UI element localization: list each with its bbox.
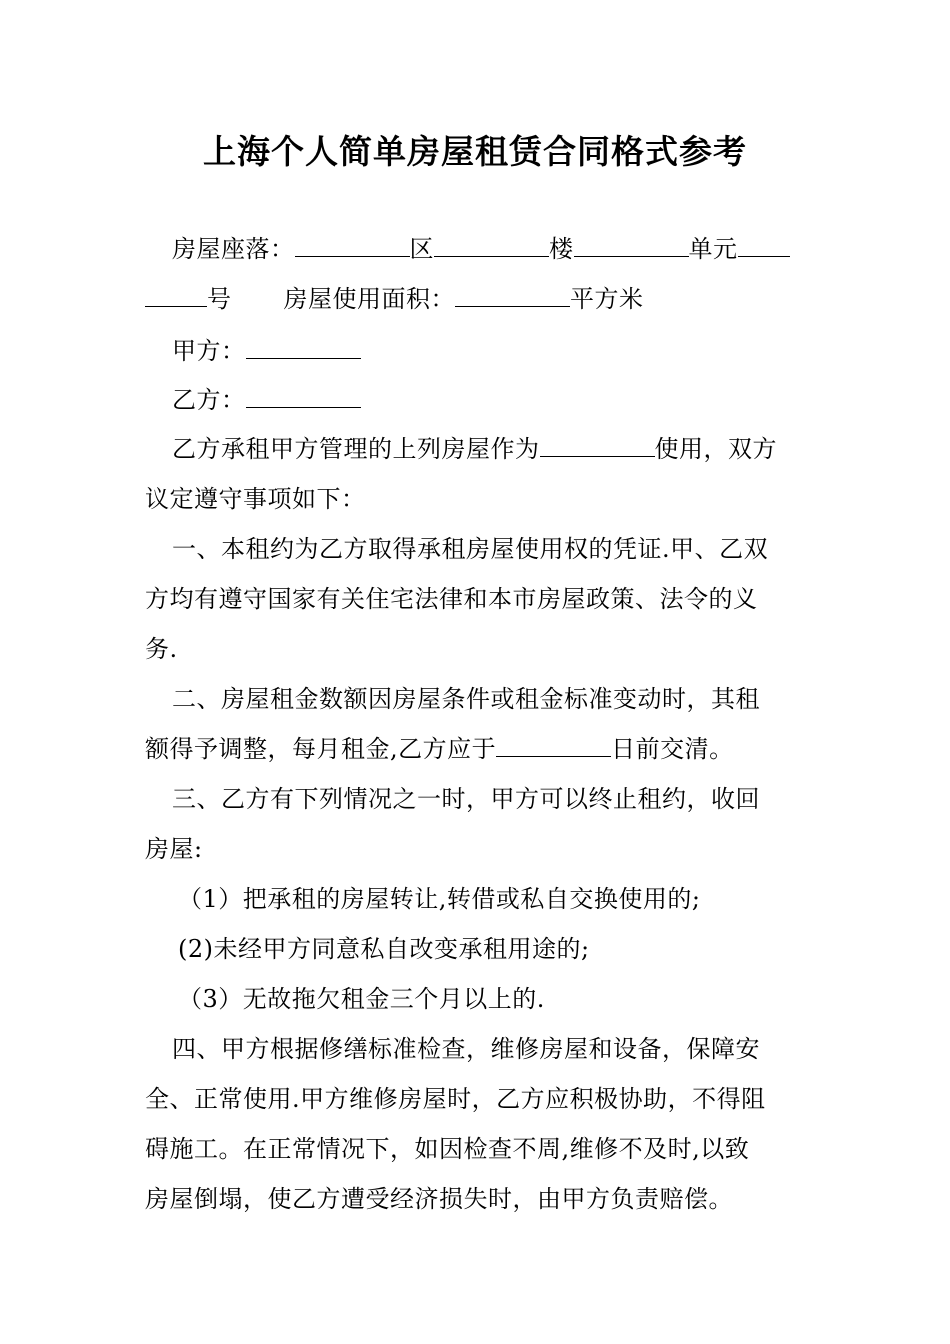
- building-label: 楼: [549, 235, 574, 263]
- location-label: 房屋座落：: [172, 235, 295, 263]
- usage-blank: [540, 434, 655, 457]
- location-line-1: [172, 234, 790, 264]
- clause-2-line-2: 额得予调整，每月租金,乙方应于 日前交清。: [145, 735, 734, 763]
- payment-day-blank: [496, 734, 611, 757]
- party-a-blank: [246, 336, 361, 359]
- area-label: 房屋使用面积：: [283, 285, 455, 313]
- number-label: 号: [207, 285, 232, 313]
- party-b-blank: [246, 385, 361, 408]
- document-title: 上海个人简单房屋租赁合同格式参考: [203, 132, 747, 171]
- location-line-2: [145, 284, 644, 314]
- clause-3-item-2: (2)未经甲方同意私自改变承租用途的;: [178, 935, 590, 963]
- district-label: 区: [409, 235, 434, 263]
- clause-3-line-2: 房屋:: [145, 835, 203, 863]
- party-b-line: [172, 385, 361, 415]
- party-a-label: 甲方：: [172, 337, 246, 365]
- clause-4-line-4: 房屋倒塌，使乙方遭受经济损失时，由甲方负责赔偿。: [145, 1185, 733, 1213]
- clause-3-line-1: 三、乙方有下列情况之一时，甲方可以终止租约，收回: [172, 785, 760, 813]
- district-blank: [295, 234, 410, 257]
- clause-4-line-3: 碍施工。在正常情况下，如因检查不周,维修不及时,以致: [145, 1135, 750, 1163]
- building-blank: [434, 234, 549, 257]
- clause-1-line-1: 一、本租约为乙方取得承租房屋使用权的凭证.甲、乙双: [172, 535, 769, 563]
- clause-4-line-1: 四、甲方根据修缮标准检查，维修房屋和设备，保障安: [172, 1035, 760, 1063]
- party-b-label: 乙方：: [172, 386, 246, 414]
- area-unit: 平方米: [570, 285, 644, 313]
- clause-1-line-3: 务.: [145, 635, 178, 663]
- area-blank: [455, 284, 570, 307]
- clause-3-item-3: （3）无故拖欠租金三个月以上的.: [178, 985, 545, 1013]
- intro-line-1: 乙方承租甲方管理的上列房屋作为 使用，双方: [172, 435, 777, 463]
- clause-1-line-2: 方均有遵守国家有关住宅法律和本市房屋政策、法令的义: [145, 585, 758, 613]
- number-blank-start: [738, 234, 790, 257]
- unit-label: 单元: [688, 235, 738, 263]
- party-a-line: [172, 336, 361, 366]
- intro-line-2: 议定遵守事项如下：: [145, 485, 366, 513]
- clause-2-line-1: 二、房屋租金数额因房屋条件或租金标准变动时，其租: [172, 685, 760, 713]
- clause-4-line-2: 全、正常使用.甲方维修房屋时，乙方应积极协助，不得阻: [145, 1085, 766, 1113]
- number-blank-end: [145, 284, 207, 307]
- clause-3-item-1: （1）把承租的房屋转让,转借或私自交换使用的;: [178, 885, 701, 913]
- unit-blank: [574, 234, 689, 257]
